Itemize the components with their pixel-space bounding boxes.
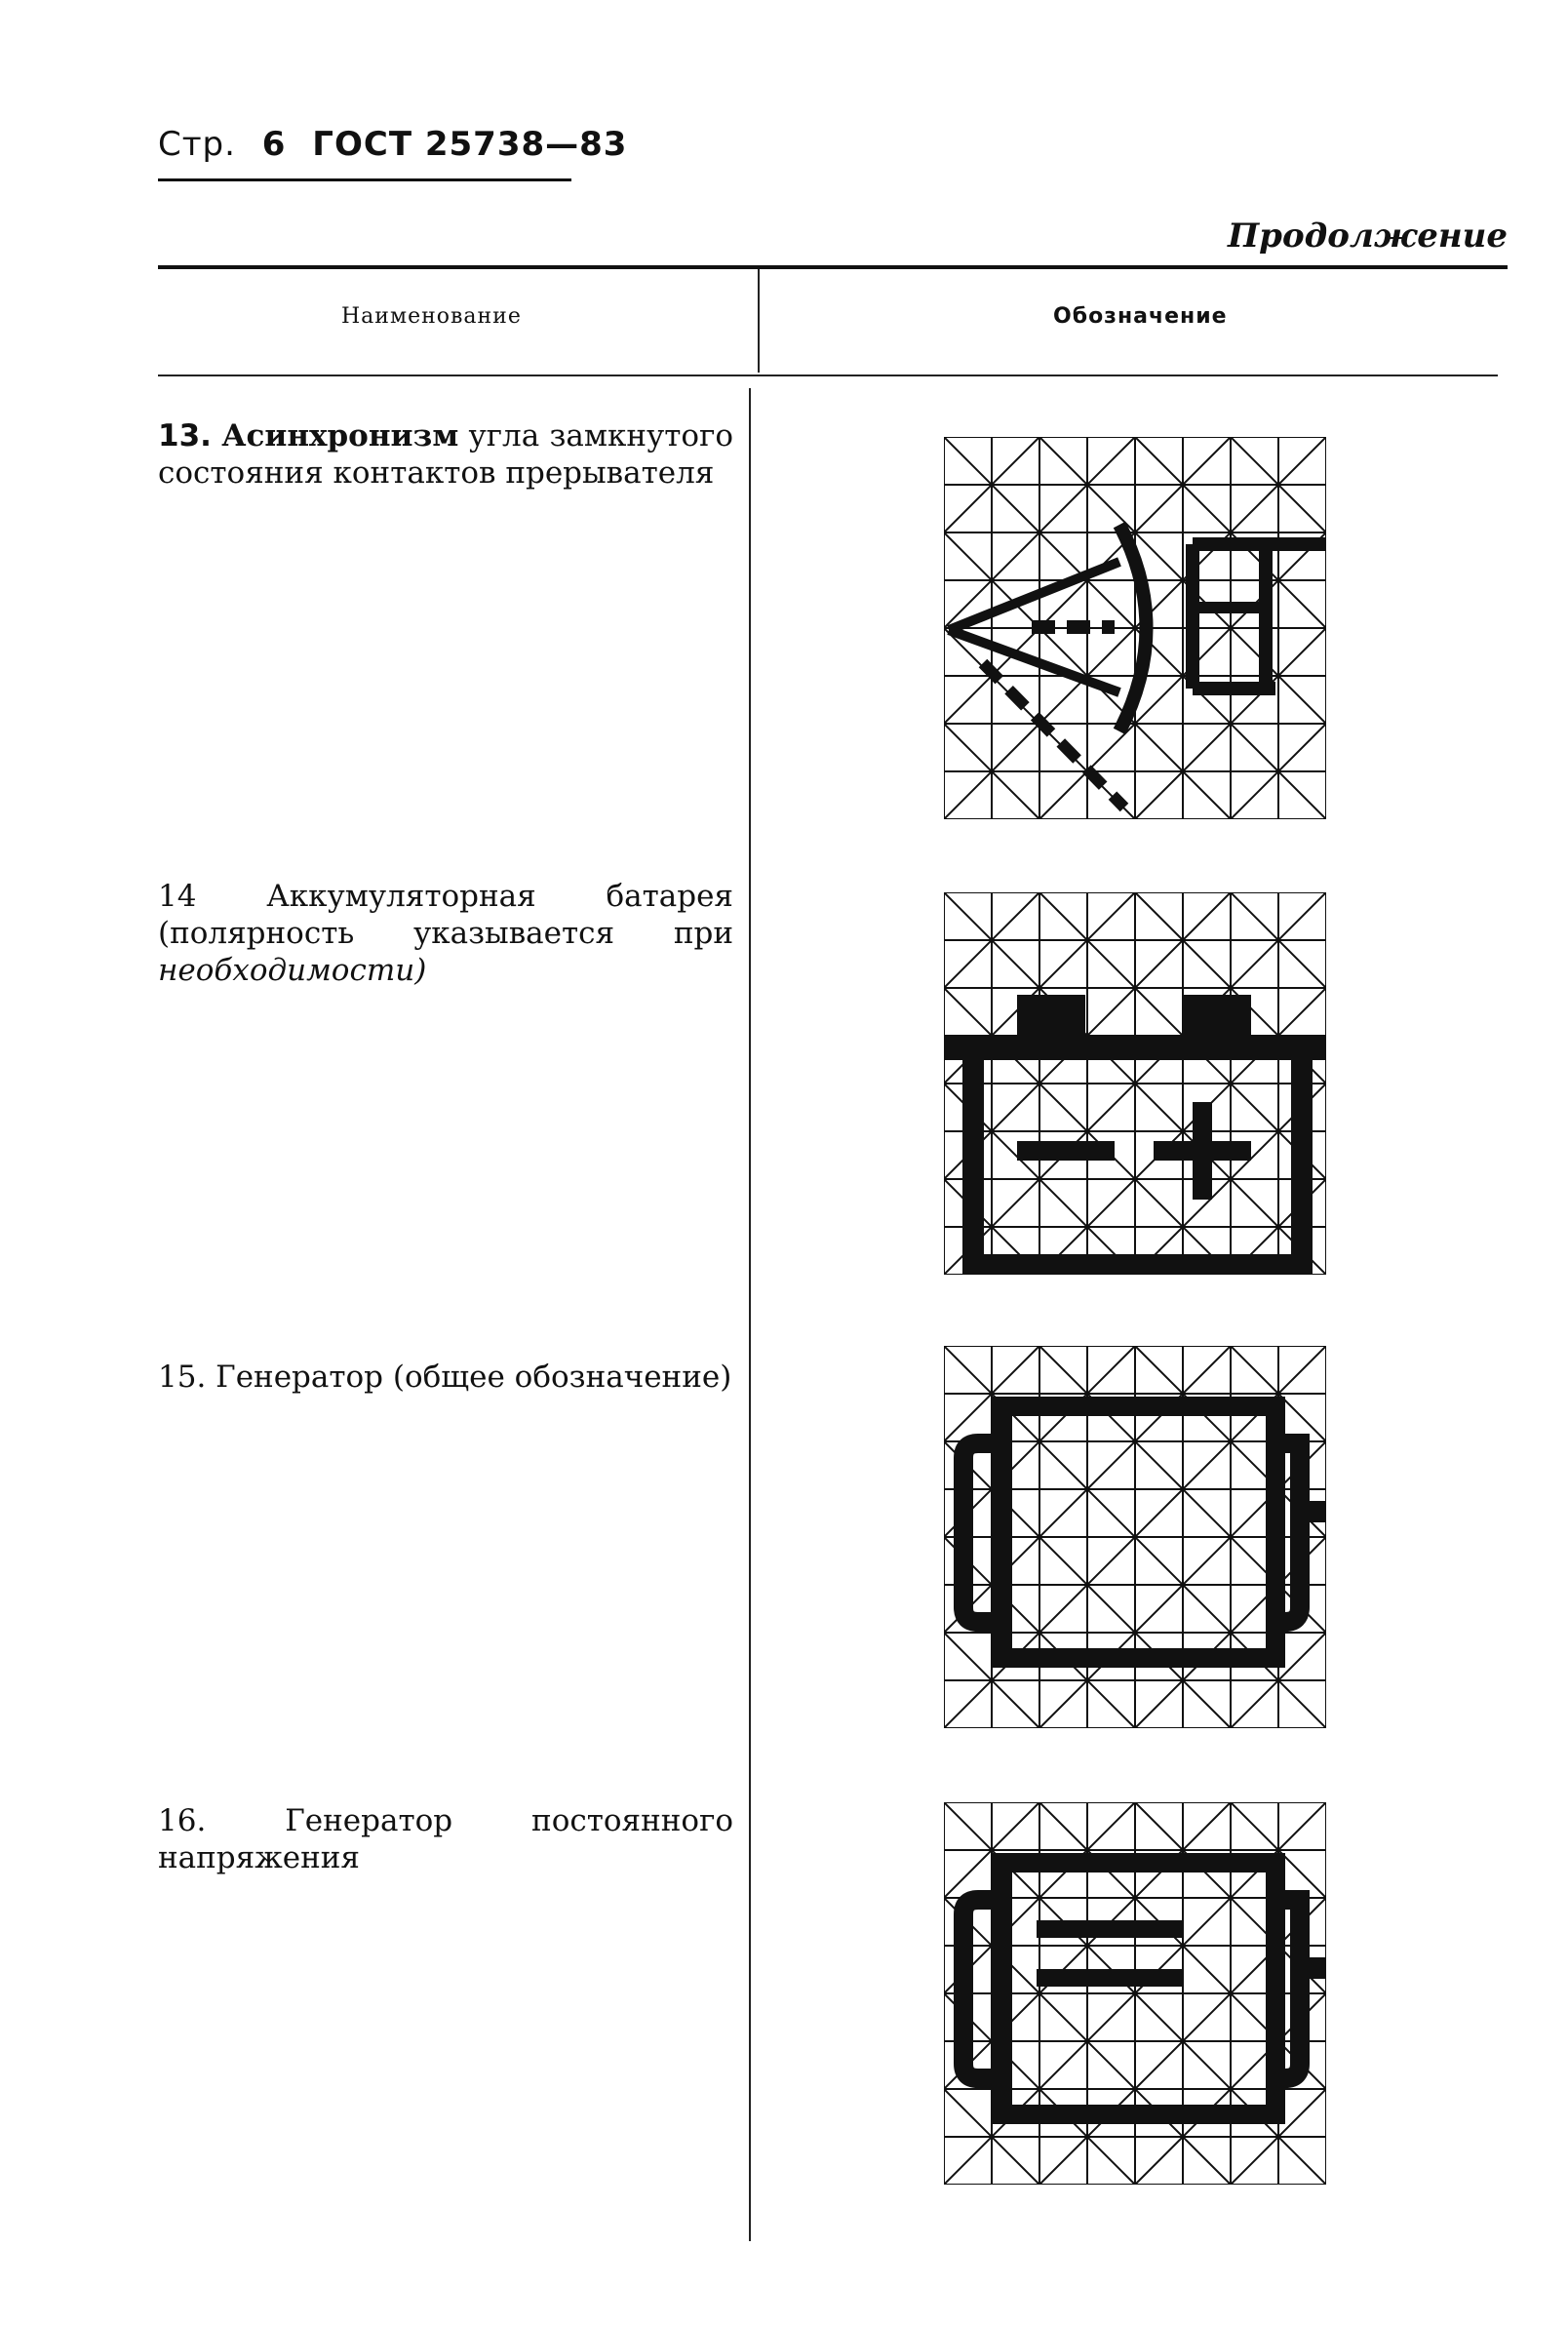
row-lead-word: Асинхронизм	[221, 418, 459, 453]
table-row-14-name	[158, 878, 733, 989]
breaker-contact-angle-asynchronism-icon	[944, 437, 1326, 819]
row-description: Аккумуляторная батарея (полярность указывается при	[158, 879, 733, 951]
table-row-13-name	[158, 417, 733, 492]
dc-generator-icon	[944, 1802, 1326, 2185]
row-description: Генератор (общее обозначение)	[206, 1360, 732, 1395]
table-head-rule	[158, 375, 1498, 376]
table-top-rule	[158, 265, 1508, 269]
row-description: угла замкнутого состояния контактов прерывателя	[158, 418, 733, 491]
column-header-name: Наименование	[341, 304, 522, 329]
header-rule	[158, 178, 571, 181]
table-row-15-name	[158, 1359, 733, 1396]
accumulator-battery-icon	[944, 892, 1326, 1275]
row-description: Генератор постоянного напряжения	[158, 1803, 733, 1875]
column-divider-head	[758, 269, 760, 373]
row-number: 13.	[158, 418, 212, 453]
page-label: Стр.	[158, 125, 236, 164]
row-number: 15.	[158, 1360, 207, 1395]
row-description-italic: необходимости)	[158, 953, 427, 988]
page-number: 6	[261, 125, 287, 164]
row-number: 14	[158, 879, 197, 914]
column-divider-body	[749, 388, 751, 2241]
row-number: 16.	[158, 1803, 207, 1838]
column-header-designation: Обозначение	[1053, 304, 1228, 329]
continuation-label: Продолжение	[1228, 217, 1508, 256]
page-header	[158, 125, 641, 164]
table-row-16-name	[158, 1802, 733, 1876]
standard-code: ГОСТ 25738—83	[312, 125, 628, 164]
generator-icon	[944, 1346, 1326, 1728]
